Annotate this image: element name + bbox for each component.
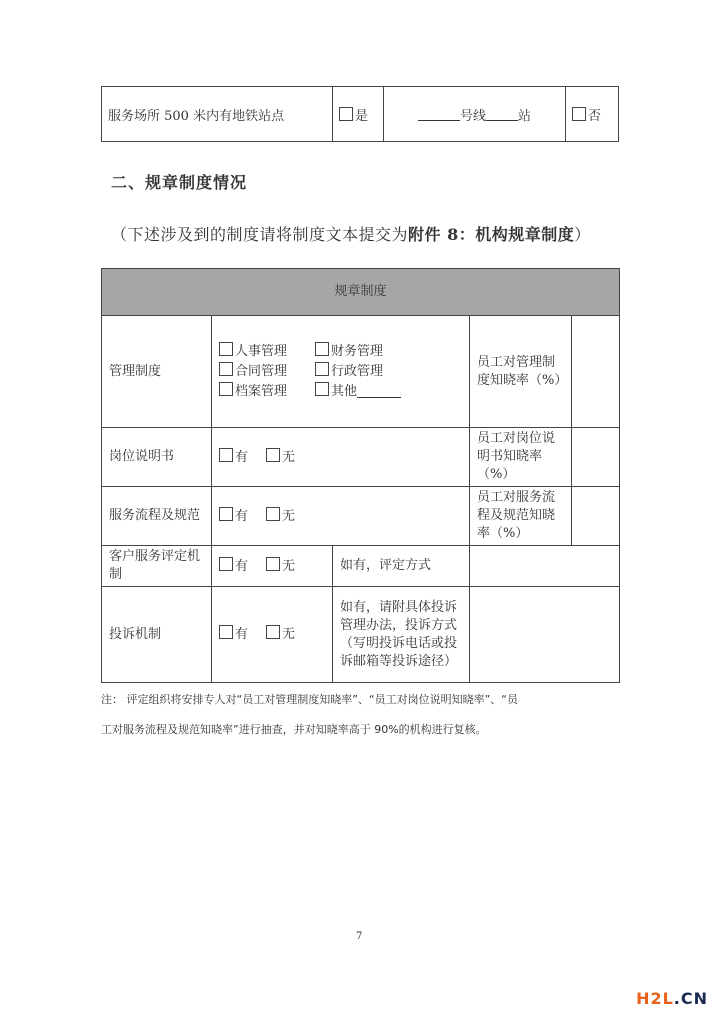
note-prefix: （下述涉及到的制度请将制度文本提交为 [111, 225, 409, 244]
table-row [102, 487, 620, 546]
checkbox[interactable] [219, 448, 233, 462]
row-label: 岗位说明书 [102, 428, 212, 487]
checkbox[interactable] [266, 507, 280, 521]
page-number: 7 [356, 931, 363, 942]
checkbox[interactable] [266, 448, 280, 462]
option-item[interactable] [219, 362, 315, 381]
option-item[interactable] [219, 382, 315, 401]
note-suffix: ） [574, 225, 591, 244]
option-label: 合同管理 [235, 364, 288, 379]
option-label: 无 [282, 449, 296, 465]
right-label: 员工对管理制度知晓率（%） [470, 316, 572, 428]
option-label: 有 [235, 558, 249, 574]
option-label: 无 [282, 627, 296, 642]
value-cell[interactable] [572, 316, 620, 428]
option-item[interactable] [219, 342, 315, 361]
row-label: 投诉机制 [102, 587, 212, 683]
option-label: 财务管理 [331, 344, 384, 359]
row-label: 服务流程及规范 [102, 487, 212, 546]
checkbox[interactable] [219, 382, 233, 396]
option-label: 有 [235, 627, 249, 642]
line-blank[interactable] [418, 108, 460, 121]
checkbox[interactable] [219, 507, 233, 521]
option-item[interactable] [219, 448, 248, 467]
option-label: 其他 [331, 384, 358, 399]
checkbox[interactable] [315, 342, 329, 356]
option-label: 人事管理 [235, 344, 288, 359]
watermark-logo [636, 989, 708, 1008]
checkbox[interactable] [266, 625, 280, 639]
option-item[interactable] [219, 557, 248, 576]
table-row [102, 587, 620, 683]
line-suffix: 号线 [459, 108, 486, 124]
footnote [101, 685, 619, 745]
section-note [111, 222, 591, 245]
yes-label: 是 [355, 108, 369, 124]
option-item[interactable] [266, 448, 295, 467]
station-suffix: 站 [518, 108, 532, 124]
option-label: 无 [282, 508, 296, 524]
checkbox[interactable] [219, 625, 233, 639]
option-label: 有 [235, 508, 249, 524]
option-label: 档案管理 [235, 384, 288, 399]
value-cell[interactable] [572, 487, 620, 546]
checkbox[interactable] [266, 557, 280, 571]
footnote-line-2: 工对服务流程及规范知晓率”进行抽查，并对知晓率高于 90%的机构进行复核。 [101, 723, 487, 736]
value-cell[interactable] [470, 546, 620, 587]
watermark-part2: .CN [673, 989, 708, 1008]
table-row [102, 546, 620, 587]
station-blank[interactable] [486, 108, 518, 121]
yes-checkbox[interactable] [339, 107, 353, 121]
option-item[interactable] [266, 557, 295, 576]
no-label: 否 [588, 108, 602, 124]
option-item[interactable] [219, 507, 248, 526]
section-title: 二、规章制度情况 [111, 173, 248, 192]
option-label: 行政管理 [331, 364, 384, 379]
value-cell[interactable] [572, 428, 620, 487]
table-header: 规章制度 [102, 269, 620, 316]
option-item[interactable] [315, 382, 411, 401]
option-item[interactable] [219, 625, 248, 644]
row-label: 客户服务评定机制 [102, 546, 212, 587]
option-item[interactable] [266, 507, 295, 526]
checkbox[interactable] [219, 342, 233, 356]
option-label: 有 [235, 449, 249, 465]
checkbox[interactable] [219, 557, 233, 571]
right-label: 如有，请附具体投诉管理办法，投诉方式（写明投诉电话或投诉邮箱等投诉途径） [333, 587, 470, 683]
no-checkbox[interactable] [572, 107, 586, 121]
row-label: 管理制度 [102, 316, 212, 428]
value-cell[interactable] [470, 587, 620, 683]
option-item[interactable] [315, 362, 411, 381]
right-label: 员工对岗位说明书知晓率（%） [470, 428, 572, 487]
table-row [102, 316, 620, 428]
checkbox[interactable] [315, 382, 329, 396]
checkbox[interactable] [315, 362, 329, 376]
table-row [102, 428, 620, 487]
watermark-part1: H2L [636, 989, 674, 1008]
option-label: 无 [282, 558, 296, 574]
note-bold: 附件 8：机构规章制度 [408, 225, 575, 244]
mgmt-options [212, 316, 470, 428]
metro-label: 服务场所 500 米内有地铁站点 [102, 87, 333, 142]
option-item[interactable] [266, 625, 295, 644]
checkbox[interactable] [219, 362, 233, 376]
metro-table [101, 86, 619, 142]
footnote-line-1: 注： 评定组织将安排专人对“员工对管理制度知晓率”、“员工对岗位说明知晓率”、“员 [101, 693, 518, 706]
other-blank[interactable] [357, 385, 401, 398]
option-item[interactable] [315, 342, 411, 361]
rules-table [101, 268, 620, 683]
right-label: 员工对服务流程及规范知晓率（%） [470, 487, 572, 546]
right-label: 如有，评定方式 [333, 546, 470, 587]
